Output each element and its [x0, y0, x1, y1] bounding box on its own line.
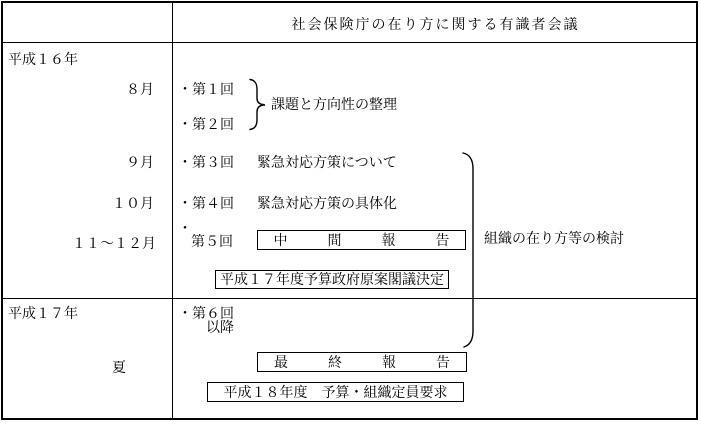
- year-label-heisei16: 平成１６年: [8, 51, 78, 67]
- meeting-1-label: ・第１回: [178, 81, 234, 97]
- budget-staffing-request-box: [207, 382, 464, 402]
- meeting-5-bullet: ・: [178, 220, 192, 236]
- meetings-1-2-note: 課題と方向性の整理: [271, 96, 397, 112]
- meeting-3-topic: 緊急対応方策について: [257, 154, 397, 170]
- meeting-3-label: ・第３回: [178, 154, 234, 170]
- header-row-divider-line: [2, 42, 698, 43]
- column-divider-line: [172, 1, 173, 420]
- budget-draft-cabinet-decision-label: 平成１７年度予算政府原案閣議決定: [220, 271, 444, 287]
- budget-staffing-request-label: 平成１８年度 予算・組織定員要求: [223, 383, 448, 400]
- meeting-6-label: ・第６回: [178, 305, 234, 321]
- final-report-box-label: 最 終 報 告: [274, 353, 463, 370]
- budget-draft-cabinet-decision-box: [215, 270, 449, 289]
- meeting-6-sub-label: 以降: [206, 319, 234, 335]
- month-label-nov-dec: １１～１２月: [72, 235, 156, 251]
- year-label-heisei17: 平成１７年: [8, 305, 78, 321]
- meeting-4-topic: 緊急対応方策の具体化: [257, 195, 397, 211]
- interim-report-box-label: 中 間 報 告: [273, 231, 463, 248]
- month-label-october: １０月: [112, 195, 154, 211]
- month-label-september: ９月: [126, 154, 154, 170]
- brace-right-large-icon: [461, 151, 477, 349]
- organization-review-note: 組織の在り方等の検討: [484, 230, 624, 246]
- month-label-august: ８月: [126, 81, 154, 97]
- interim-report-box: [257, 230, 466, 250]
- meeting-5-label: 第５回: [191, 233, 233, 249]
- season-label-summer: 夏: [112, 359, 126, 375]
- final-report-box: [257, 352, 467, 372]
- meeting-4-label: ・第４回: [178, 195, 234, 211]
- table-header-title: 社会保険庁の在り方に関する有識者会議: [291, 16, 580, 32]
- year-row-divider-line: [2, 298, 698, 299]
- meeting-2-label: ・第２回: [178, 116, 234, 132]
- brace-right-small-icon: [247, 78, 267, 131]
